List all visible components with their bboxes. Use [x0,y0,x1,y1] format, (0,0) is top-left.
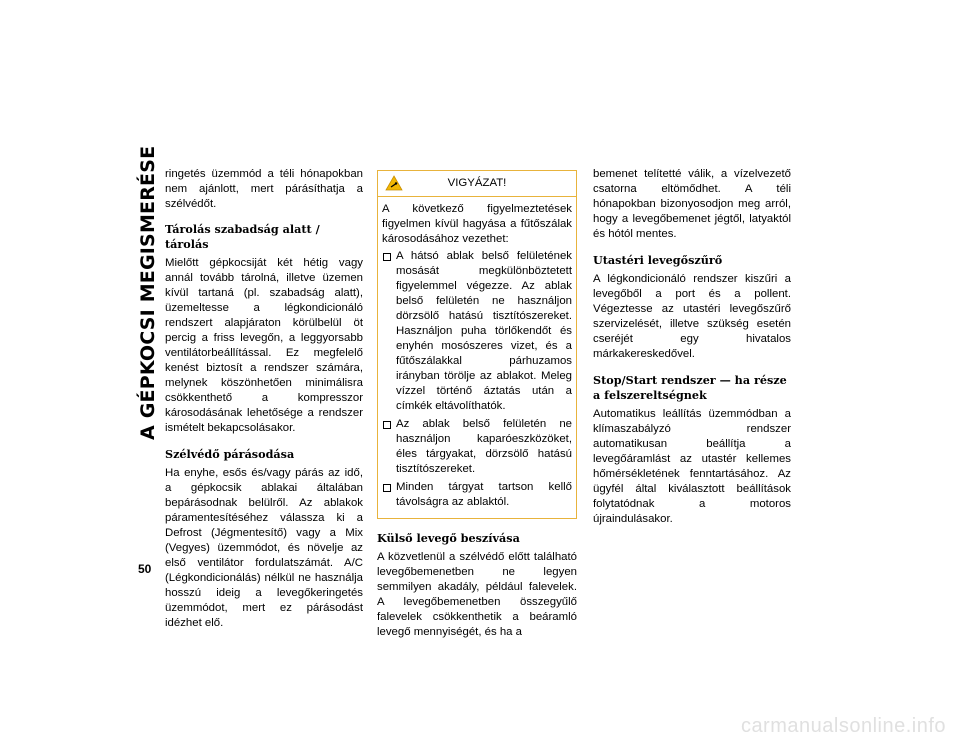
warning-intro: A következő figyelmeztetések figyelmen kívül hagyása a fűtőszálak károsodásához vezethet: [382,203,572,245]
paragraph: A légkondicionáló rendszer kiszűri a levegőből a port és a pollent. Végeztesse az utastéri levegőszűrő szervizelését, illetve szükség esetén cseréjét egy hivatalos márkakereskedővel. [593,273,791,360]
paragraph: Ha enyhe, esős és/vagy párás az idő, a gépkocsik ablakai általában bepárásodnak belülről. Az ablakok páramentesítéséhez válassza ki a Defrost (Jégmentesítő) vagy a Mix (Vegyes) üzemmódot, és növelje az első ventilátor fordulatszámát. A/C (Légkondicionálás) nélkül ne használja hosszú ideig a levegőkeringetés üzemmódot, mert ez párásodást idézhet elő. [165,467,363,629]
paragraph: ringetés üzemmód a téli hónapokban nem ajánlott, mert párásíthatja a szélvédőt. [165,168,363,210]
column-right [593,167,791,527]
paragraph: A közvetlenül a szélvédő előtt található levegőbemenetben ne legyen semmilyen akadály, például falevelek. A levegőbemenetben összegyűlő falevelek csökkenthetik a beáramló levegő mennyiségét, és ha a [377,551,577,638]
watermark: carmanualsonline.info [740,715,946,737]
page-number: 50 [138,562,152,576]
warning-box [377,170,577,519]
list-item: A hátsó ablak belső felületének mosását megkülönböztetett figyelemmel végezze. Az ablak belső felületén ne használjon dörzsölő hatású tisztítószereket. Használjon puha törlőkendőt és enyhén mosószeres vizet, és a fűtőszálakkal párhuzamos irányban törölje az ablakot. Meleg vízzel történő áztatás után a címkék eltávolíthatók. [382,249,572,414]
side-title-text: A GÉPKOCSI MEGISMERÉSE [137,145,159,440]
heading-storage: Tárolás szabadság alatt / tárolás [165,222,320,251]
warning-header [378,171,576,197]
paragraph: Mielőtt gépkocsiját két hétig vagy annál tovább tárolná, illetve üzemen kívül tartaná (pl. szabadság alatt), üzemeltesse a légkondicionáló rendszert alapjáraton körülbelül öt percig a friss levegőn, a leggyorsabb ventilátorbeállítással. Ez megfelelő kenést biztosít a rendszer számára, melynek köszönhetően minimálisra csökkenthető a kompresszor károsodásának lehetősége a rendszer ismételt bekapcsolásakor. [165,257,363,434]
list-item: Az ablak belső felületén ne használjon kaparóeszközöket, éles tárgyakat, dörzsölő hatású tisztítószereket. [382,417,572,477]
column-middle [377,170,577,640]
column-left [165,167,363,631]
warning-body [378,197,576,518]
checkbox-bullet-icon [383,421,391,429]
heading-stop-start: Stop/Start rendszer — ha része a felszereltségnek [593,373,787,402]
paragraph: Automatikus leállítás üzemmódban a klímaszabályzó rendszer automatikusan beállítja a levegőáramlást az utastér kellemes hőmérsékletének fenntartásához. Az ügyfél által kiválasztott beállítások folytatódnak a motoros újraindulásakor. [593,408,791,525]
checkbox-bullet-icon [383,253,391,261]
checkbox-bullet-icon [383,484,391,492]
warning-list [382,249,572,510]
paragraph: bemenet telítetté válik, a vízelvezető csatorna eltömődhet. A téli hónapokban bizonyosodjon meg arról, hogy a levegőbemenet jégtől, latyaktól és hótól mentes. [593,168,791,240]
heading-outside-air: Külső levegő beszívása [377,531,520,545]
heading-windshield-fogging: Szélvédő párásodása [165,447,295,461]
warning-title: VIGYÁZAT! [447,177,507,189]
list-item: Minden tárgyat tartson kellő távolságra az ablaktól. [382,480,572,510]
warning-icon [385,175,403,191]
heading-cabin-air-filter: Utastéri levegőszűrő [593,253,723,267]
